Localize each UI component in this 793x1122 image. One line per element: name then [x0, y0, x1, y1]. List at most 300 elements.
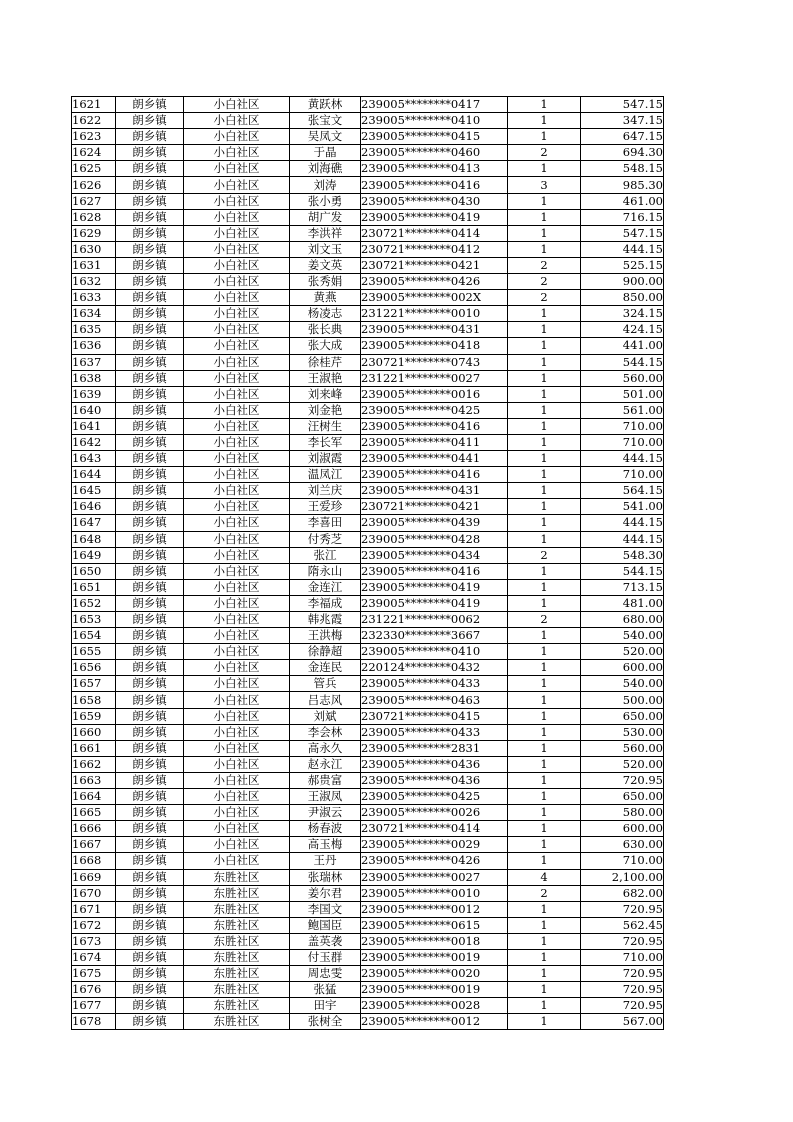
- row-number-cell: 1657: [72, 676, 116, 692]
- table-row: [72, 354, 664, 370]
- id-number-cell: 239005********0433: [361, 676, 508, 692]
- amount-cell: 600.00: [581, 821, 664, 837]
- amount-cell: 444.15: [581, 451, 664, 467]
- count-cell: 1: [508, 563, 581, 579]
- id-number-cell: 239005********0413: [361, 161, 508, 177]
- name-cell: 徐桂芹: [290, 354, 361, 370]
- town-cell: 朗乡镇: [116, 483, 184, 499]
- table-row: [72, 853, 664, 869]
- name-cell: 杨凌志: [290, 306, 361, 322]
- community-cell: 小白社区: [184, 97, 290, 113]
- id-number-cell: 239005********0010: [361, 885, 508, 901]
- id-number-cell: 231221********0062: [361, 612, 508, 628]
- count-cell: 1: [508, 306, 581, 322]
- amount-cell: 564.15: [581, 483, 664, 499]
- id-number-cell: 231221********0027: [361, 370, 508, 386]
- name-cell: 周忠雯: [290, 966, 361, 982]
- table-row: [72, 644, 664, 660]
- row-number-cell: 1669: [72, 869, 116, 885]
- name-cell: 李喜田: [290, 515, 361, 531]
- town-cell: 朗乡镇: [116, 966, 184, 982]
- row-number-cell: 1654: [72, 628, 116, 644]
- amount-cell: 2,100.00: [581, 869, 664, 885]
- town-cell: 朗乡镇: [116, 563, 184, 579]
- table-row: [72, 885, 664, 901]
- count-cell: 1: [508, 129, 581, 145]
- row-number-cell: 1647: [72, 515, 116, 531]
- count-cell: 1: [508, 209, 581, 225]
- id-number-cell: 239005********0615: [361, 917, 508, 933]
- town-cell: 朗乡镇: [116, 241, 184, 257]
- table-row: [72, 949, 664, 965]
- count-cell: 1: [508, 1014, 581, 1030]
- row-number-cell: 1659: [72, 708, 116, 724]
- amount-cell: 710.00: [581, 434, 664, 450]
- name-cell: 韩兆霞: [290, 612, 361, 628]
- table-row: [72, 692, 664, 708]
- community-cell: 小白社区: [184, 692, 290, 708]
- count-cell: 1: [508, 241, 581, 257]
- name-cell: 刘兰庆: [290, 483, 361, 499]
- amount-cell: 710.00: [581, 853, 664, 869]
- count-cell: 1: [508, 692, 581, 708]
- amount-cell: 500.00: [581, 692, 664, 708]
- community-cell: 小白社区: [184, 241, 290, 257]
- count-cell: 1: [508, 97, 581, 113]
- id-number-cell: 239005********0027: [361, 869, 508, 885]
- count-cell: 2: [508, 885, 581, 901]
- name-cell: 姜文英: [290, 257, 361, 273]
- name-cell: 尹淑云: [290, 805, 361, 821]
- name-cell: 吴凤文: [290, 129, 361, 145]
- name-cell: 张宝文: [290, 113, 361, 129]
- amount-cell: 600.00: [581, 660, 664, 676]
- community-cell: 东胜社区: [184, 949, 290, 965]
- name-cell: 于晶: [290, 145, 361, 161]
- row-number-cell: 1628: [72, 209, 116, 225]
- table-row: [72, 451, 664, 467]
- table-row: [72, 789, 664, 805]
- amount-cell: 347.15: [581, 113, 664, 129]
- town-cell: 朗乡镇: [116, 821, 184, 837]
- id-number-cell: 239005********0012: [361, 901, 508, 917]
- table-row: [72, 274, 664, 290]
- town-cell: 朗乡镇: [116, 322, 184, 338]
- amount-cell: 720.95: [581, 933, 664, 949]
- town-cell: 朗乡镇: [116, 225, 184, 241]
- name-cell: 李洪祥: [290, 225, 361, 241]
- row-number-cell: 1658: [72, 692, 116, 708]
- amount-cell: 567.00: [581, 1014, 664, 1030]
- town-cell: 朗乡镇: [116, 612, 184, 628]
- name-cell: 高玉梅: [290, 837, 361, 853]
- name-cell: 李福成: [290, 595, 361, 611]
- name-cell: 盖英袭: [290, 933, 361, 949]
- town-cell: 朗乡镇: [116, 161, 184, 177]
- amount-cell: 680.00: [581, 612, 664, 628]
- name-cell: 刘斌: [290, 708, 361, 724]
- count-cell: 1: [508, 837, 581, 853]
- row-number-cell: 1663: [72, 772, 116, 788]
- town-cell: 朗乡镇: [116, 499, 184, 515]
- count-cell: 1: [508, 338, 581, 354]
- count-cell: 1: [508, 901, 581, 917]
- row-number-cell: 1635: [72, 322, 116, 338]
- amount-cell: 900.00: [581, 274, 664, 290]
- row-number-cell: 1666: [72, 821, 116, 837]
- community-cell: 小白社区: [184, 644, 290, 660]
- community-cell: 小白社区: [184, 354, 290, 370]
- table-row: [72, 145, 664, 161]
- community-cell: 小白社区: [184, 740, 290, 756]
- community-cell: 小白社区: [184, 547, 290, 563]
- count-cell: 1: [508, 628, 581, 644]
- name-cell: 赵永江: [290, 756, 361, 772]
- row-number-cell: 1629: [72, 225, 116, 241]
- community-cell: 小白社区: [184, 612, 290, 628]
- table-row: [72, 579, 664, 595]
- id-number-cell: 239005********0419: [361, 579, 508, 595]
- town-cell: 朗乡镇: [116, 595, 184, 611]
- town-cell: 朗乡镇: [116, 451, 184, 467]
- id-number-cell: 239005********0425: [361, 789, 508, 805]
- community-cell: 小白社区: [184, 789, 290, 805]
- count-cell: 1: [508, 434, 581, 450]
- town-cell: 朗乡镇: [116, 418, 184, 434]
- row-number-cell: 1636: [72, 338, 116, 354]
- count-cell: 1: [508, 949, 581, 965]
- table-row: [72, 531, 664, 547]
- table-row: [72, 97, 664, 113]
- amount-cell: 444.15: [581, 241, 664, 257]
- name-cell: 张树全: [290, 1014, 361, 1030]
- count-cell: 1: [508, 772, 581, 788]
- id-number-cell: 239005********0417: [361, 97, 508, 113]
- id-number-cell: 239005********0416: [361, 177, 508, 193]
- table-row: [72, 257, 664, 273]
- row-number-cell: 1653: [72, 612, 116, 628]
- amount-cell: 530.00: [581, 724, 664, 740]
- community-cell: 小白社区: [184, 628, 290, 644]
- name-cell: 张大成: [290, 338, 361, 354]
- count-cell: 1: [508, 370, 581, 386]
- row-number-cell: 1677: [72, 998, 116, 1014]
- town-cell: 朗乡镇: [116, 290, 184, 306]
- town-cell: 朗乡镇: [116, 740, 184, 756]
- community-cell: 小白社区: [184, 483, 290, 499]
- id-number-cell: 239005********0028: [361, 998, 508, 1014]
- town-cell: 朗乡镇: [116, 1014, 184, 1030]
- count-cell: 1: [508, 193, 581, 209]
- community-cell: 小白社区: [184, 676, 290, 692]
- id-number-cell: 239005********0436: [361, 756, 508, 772]
- id-number-cell: 230721********0743: [361, 354, 508, 370]
- community-cell: 小白社区: [184, 290, 290, 306]
- id-number-cell: 239005********0416: [361, 418, 508, 434]
- community-cell: 东胜社区: [184, 1014, 290, 1030]
- table-row: [72, 966, 664, 982]
- row-number-cell: 1645: [72, 483, 116, 499]
- row-number-cell: 1656: [72, 660, 116, 676]
- community-cell: 小白社区: [184, 772, 290, 788]
- community-cell: 小白社区: [184, 660, 290, 676]
- table-row: [72, 805, 664, 821]
- table-row: [72, 241, 664, 257]
- town-cell: 朗乡镇: [116, 209, 184, 225]
- table-row: [72, 998, 664, 1014]
- table-row: [72, 933, 664, 949]
- id-number-cell: 239005********0434: [361, 547, 508, 563]
- table-row: [72, 595, 664, 611]
- row-number-cell: 1631: [72, 257, 116, 273]
- row-number-cell: 1638: [72, 370, 116, 386]
- name-cell: 姜尔君: [290, 885, 361, 901]
- name-cell: 王淑凤: [290, 789, 361, 805]
- table-row: [72, 402, 664, 418]
- id-number-cell: 239005********0431: [361, 322, 508, 338]
- count-cell: 1: [508, 225, 581, 241]
- town-cell: 朗乡镇: [116, 949, 184, 965]
- id-number-cell: 239005********0463: [361, 692, 508, 708]
- town-cell: 朗乡镇: [116, 885, 184, 901]
- town-cell: 朗乡镇: [116, 306, 184, 322]
- name-cell: 李国文: [290, 901, 361, 917]
- community-cell: 小白社区: [184, 467, 290, 483]
- row-number-cell: 1639: [72, 386, 116, 402]
- id-number-cell: 239005********0411: [361, 434, 508, 450]
- town-cell: 朗乡镇: [116, 370, 184, 386]
- table-row: [72, 161, 664, 177]
- row-number-cell: 1665: [72, 805, 116, 821]
- name-cell: 张秀娟: [290, 274, 361, 290]
- name-cell: 王爱珍: [290, 499, 361, 515]
- table-row: [72, 338, 664, 354]
- name-cell: 杨春波: [290, 821, 361, 837]
- row-number-cell: 1630: [72, 241, 116, 257]
- count-cell: 1: [508, 740, 581, 756]
- community-cell: 小白社区: [184, 756, 290, 772]
- amount-cell: 720.95: [581, 772, 664, 788]
- amount-cell: 501.00: [581, 386, 664, 402]
- community-cell: 东胜社区: [184, 869, 290, 885]
- row-number-cell: 1640: [72, 402, 116, 418]
- count-cell: 4: [508, 869, 581, 885]
- row-number-cell: 1676: [72, 982, 116, 998]
- id-number-cell: 239005********0418: [361, 338, 508, 354]
- name-cell: 付秀芝: [290, 531, 361, 547]
- community-cell: 小白社区: [184, 418, 290, 434]
- town-cell: 朗乡镇: [116, 692, 184, 708]
- row-number-cell: 1675: [72, 966, 116, 982]
- row-number-cell: 1649: [72, 547, 116, 563]
- community-cell: 小白社区: [184, 225, 290, 241]
- community-cell: 小白社区: [184, 386, 290, 402]
- count-cell: 1: [508, 467, 581, 483]
- town-cell: 朗乡镇: [116, 434, 184, 450]
- town-cell: 朗乡镇: [116, 257, 184, 273]
- town-cell: 朗乡镇: [116, 853, 184, 869]
- row-number-cell: 1633: [72, 290, 116, 306]
- row-number-cell: 1678: [72, 1014, 116, 1030]
- amount-cell: 548.30: [581, 547, 664, 563]
- table-row: [72, 515, 664, 531]
- community-cell: 东胜社区: [184, 917, 290, 933]
- id-number-cell: 239005********0410: [361, 644, 508, 660]
- table-row: [72, 418, 664, 434]
- id-number-cell: 239005********0428: [361, 531, 508, 547]
- name-cell: 刘来峰: [290, 386, 361, 402]
- id-number-cell: 239005********2831: [361, 740, 508, 756]
- town-cell: 朗乡镇: [116, 467, 184, 483]
- community-cell: 小白社区: [184, 274, 290, 290]
- table-row: [72, 193, 664, 209]
- town-cell: 朗乡镇: [116, 354, 184, 370]
- row-number-cell: 1660: [72, 724, 116, 740]
- town-cell: 朗乡镇: [116, 901, 184, 917]
- community-cell: 东胜社区: [184, 885, 290, 901]
- amount-cell: 580.00: [581, 805, 664, 821]
- town-cell: 朗乡镇: [116, 772, 184, 788]
- town-cell: 朗乡镇: [116, 660, 184, 676]
- community-cell: 小白社区: [184, 257, 290, 273]
- community-cell: 小白社区: [184, 161, 290, 177]
- name-cell: 张江: [290, 547, 361, 563]
- count-cell: 1: [508, 354, 581, 370]
- community-cell: 小白社区: [184, 434, 290, 450]
- name-cell: 温凤江: [290, 467, 361, 483]
- data-table: [71, 96, 664, 1030]
- town-cell: 朗乡镇: [116, 113, 184, 129]
- table-row: [72, 467, 664, 483]
- name-cell: 吕志风: [290, 692, 361, 708]
- town-cell: 朗乡镇: [116, 338, 184, 354]
- town-cell: 朗乡镇: [116, 676, 184, 692]
- amount-cell: 544.15: [581, 354, 664, 370]
- id-number-cell: 239005********0430: [361, 193, 508, 209]
- count-cell: 2: [508, 547, 581, 563]
- amount-cell: 540.00: [581, 676, 664, 692]
- name-cell: 胡广发: [290, 209, 361, 225]
- name-cell: 刘淑霞: [290, 451, 361, 467]
- row-number-cell: 1625: [72, 161, 116, 177]
- id-number-cell: 239005********0029: [361, 837, 508, 853]
- community-cell: 东胜社区: [184, 966, 290, 982]
- table-row: [72, 129, 664, 145]
- count-cell: 2: [508, 257, 581, 273]
- community-cell: 东胜社区: [184, 933, 290, 949]
- name-cell: 刘文玉: [290, 241, 361, 257]
- name-cell: 刘金艳: [290, 402, 361, 418]
- town-cell: 朗乡镇: [116, 933, 184, 949]
- community-cell: 小白社区: [184, 563, 290, 579]
- community-cell: 小白社区: [184, 515, 290, 531]
- town-cell: 朗乡镇: [116, 708, 184, 724]
- row-number-cell: 1652: [72, 595, 116, 611]
- id-number-cell: 220124********0432: [361, 660, 508, 676]
- count-cell: 1: [508, 451, 581, 467]
- table-row: [72, 225, 664, 241]
- name-cell: 汪树生: [290, 418, 361, 434]
- table-row: [72, 306, 664, 322]
- id-number-cell: 239005********0019: [361, 949, 508, 965]
- count-cell: 2: [508, 612, 581, 628]
- count-cell: 1: [508, 386, 581, 402]
- id-number-cell: 239005********0419: [361, 595, 508, 611]
- row-number-cell: 1674: [72, 949, 116, 965]
- amount-cell: 444.15: [581, 515, 664, 531]
- community-cell: 小白社区: [184, 805, 290, 821]
- community-cell: 小白社区: [184, 402, 290, 418]
- community-cell: 小白社区: [184, 531, 290, 547]
- name-cell: 刘海礁: [290, 161, 361, 177]
- count-cell: 1: [508, 756, 581, 772]
- amount-cell: 525.15: [581, 257, 664, 273]
- community-cell: 小白社区: [184, 209, 290, 225]
- count-cell: 1: [508, 595, 581, 611]
- row-number-cell: 1646: [72, 499, 116, 515]
- id-number-cell: 239005********0012: [361, 1014, 508, 1030]
- row-number-cell: 1650: [72, 563, 116, 579]
- town-cell: 朗乡镇: [116, 756, 184, 772]
- row-number-cell: 1672: [72, 917, 116, 933]
- table-row: [72, 1014, 664, 1030]
- id-number-cell: 239005********0433: [361, 724, 508, 740]
- community-cell: 小白社区: [184, 837, 290, 853]
- community-cell: 东胜社区: [184, 901, 290, 917]
- name-cell: 王丹: [290, 853, 361, 869]
- row-number-cell: 1644: [72, 467, 116, 483]
- amount-cell: 547.15: [581, 97, 664, 113]
- count-cell: 1: [508, 724, 581, 740]
- community-cell: 小白社区: [184, 129, 290, 145]
- row-number-cell: 1632: [72, 274, 116, 290]
- town-cell: 朗乡镇: [116, 644, 184, 660]
- town-cell: 朗乡镇: [116, 547, 184, 563]
- row-number-cell: 1626: [72, 177, 116, 193]
- row-number-cell: 1655: [72, 644, 116, 660]
- count-cell: 1: [508, 483, 581, 499]
- name-cell: 张长典: [290, 322, 361, 338]
- table-row: [72, 628, 664, 644]
- count-cell: 1: [508, 853, 581, 869]
- town-cell: 朗乡镇: [116, 628, 184, 644]
- row-number-cell: 1651: [72, 579, 116, 595]
- town-cell: 朗乡镇: [116, 274, 184, 290]
- table-row: [72, 676, 664, 692]
- name-cell: 王洪梅: [290, 628, 361, 644]
- amount-cell: 560.00: [581, 370, 664, 386]
- id-number-cell: 239005********0441: [361, 451, 508, 467]
- amount-cell: 650.00: [581, 708, 664, 724]
- count-cell: 1: [508, 789, 581, 805]
- community-cell: 小白社区: [184, 306, 290, 322]
- town-cell: 朗乡镇: [116, 177, 184, 193]
- name-cell: 张小勇: [290, 193, 361, 209]
- count-cell: 1: [508, 660, 581, 676]
- id-number-cell: 230721********0421: [361, 257, 508, 273]
- row-number-cell: 1664: [72, 789, 116, 805]
- amount-cell: 694.30: [581, 145, 664, 161]
- count-cell: 1: [508, 402, 581, 418]
- id-number-cell: 239005********0020: [361, 966, 508, 982]
- name-cell: 郝贵富: [290, 772, 361, 788]
- row-number-cell: 1667: [72, 837, 116, 853]
- town-cell: 朗乡镇: [116, 998, 184, 1014]
- row-number-cell: 1662: [72, 756, 116, 772]
- table-body: [72, 97, 664, 1030]
- town-cell: 朗乡镇: [116, 982, 184, 998]
- row-number-cell: 1648: [72, 531, 116, 547]
